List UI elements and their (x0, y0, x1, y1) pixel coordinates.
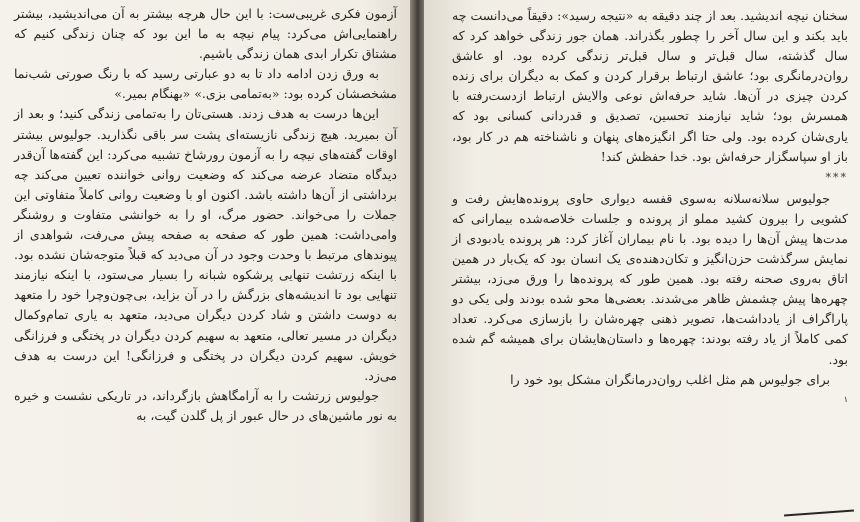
section-separator: *** (825, 170, 848, 184)
right-page-text (452, 6, 848, 413)
left-page-text (14, 4, 397, 426)
right-page (424, 0, 860, 522)
left-paragraph-1: آزمون فکری غریبی‌ست: با این حال هرچه بیشتر به آن می‌اندیشید، بیشتر راهنمایی‌اش می‌کرد: پیام نیچه به ما این بود که چنان زندگی کنیم که مشتاق تکرار ابدی همان زندگی باشیم. (14, 6, 397, 62)
footnote-mark: ۱ (843, 394, 848, 404)
footnote-rule (784, 510, 854, 517)
right-paragraph-3: برای جولیوس هم مثل اغلب روان‌درمانگران مشکل بود خود را (510, 371, 830, 387)
left-page (0, 0, 410, 522)
left-paragraph-2: به ورق زدن ادامه داد تا به دو عبارتی رسید که با رنگ صورتی شب‌نما مشخصشان کرده بود: «به‌تمامی بزی.» «بهنگام بمیر.» (14, 66, 397, 102)
left-paragraph-3: این‌ها درست به هدف زدند. هستی‌تان را به‌تمامی زندگی کنید؛ و بعد از آن بمیرید. هیچ زندگی نازیسته‌ای پشت سر باقی نگذارید. جولیوس بیشتر اوقات گفته‌های نیچه را به آزمون رورشاخ تشبیه می‌کرد: این گفته‌ها آن‌قدر دیدگاه متضاد عرضه می‌کند که وضعیت روانی خواننده تعیین می‌کند چه برداشتی از آن‌ها داشته باشد. اکنون او با وضعیت روانی کاملاً متفاوتی این جملات را می‌خواند. حضور مرگ، او را به خوانشی متفاوت و روشنگر وامی‌داشت: همین طور که صفحه به صفحه پیش می‌رفت، شواهدی از پیوندهای مرتبط با وحدت وجود در آن می‌دید که قبلاً متوجه‌شان نشده بود. با اینکه زرتشت تنهایی پرشکوه شبانه را بسیار می‌ستود، با اینکه نیازمند تنهایی بود تا اندیشه‌های بزرگش را در آن بزاید، بی‌چون‌وچرا خود را متعهد به دوست داشتن و شاد کردن دیگران می‌دید، متعهد به یاری تمام‌وکمال دیگران در مسیر تعالی، متعهد به سهیم کردن دیگران در پختگی و فرزانگی خویش. سهیم کردن دیگران در پختگی و فرزانگی! این درست به هدف می‌زد. (14, 106, 397, 383)
right-paragraph-1: سخنان نیچه اندیشید. بعد از چند دقیقه به «نتیجه رسید»: دقیقاً می‌دانست چه باید بکند و این سال آخر را چطور بگذراند. همان جور زندگی خواهد کرد که سال گذشته، سال قبل‌تر و سال قبل‌تر زندگی کرده بود. او عاشق روان‌درمانگری بود؛ عاشق ارتباط برقرار کردن و کمک به دیگران برای زنده کردن چیزی در آن‌ها. شاید حرفه‌اش نوعی والایش ارتباط ازدست‌رفته با همسرش بود؛ شاید نیازمند تحسین، تصدیق و قدردانی کسانی بود که یاری‌شان کرده بود. ولی حتا اگر انگیزه‌های پنهان و ناشناخته هم در کار بود، باز او سپاسگزار حرفه‌اش بود. خدا حفظش کند! (452, 8, 848, 164)
left-paragraph-4: جولیوس زرتشت را به آرامگاهش بازگرداند، در تاریکی نشست و خیره به نور ماشین‌های در حال عبور از پل گلدن گیت، به (14, 387, 397, 423)
right-paragraph-2: جولیوس سلانه‌سلانه به‌سوی قفسه دیواری حاوی پرونده‌هایش رفت و کشویی را بیرون کشید مملو از پرونده و جلسات خلاصه‌شده بیمارانی که مدت‌ها پیش آن‌ها را دیده بود. با نام بیماران آغاز کرد: هر پرونده یادبودی از نمایش سرگذشت حزن‌انگیز و تکان‌دهنده‌ی یک انسان بود که یک‌بار در همین اتاق به‌روی صحنه رفته بود. همین طور که پرونده‌ها را ورق می‌زد، بیشتر چهره‌ها پیش چشمش ظاهر می‌شدند. بعضی‌ها محو شده بودند ولی یکی دو پاراگراف از یادداشت‌ها، تصویر ذهنی چهره‌شان را بازسازی می‌کرد. تعداد کمی کاملاً از یاد رفته بودند: چهره‌ها و داستان‌هایشان برای همیشه گم شده بود. (452, 190, 848, 367)
book-gutter (410, 0, 424, 522)
